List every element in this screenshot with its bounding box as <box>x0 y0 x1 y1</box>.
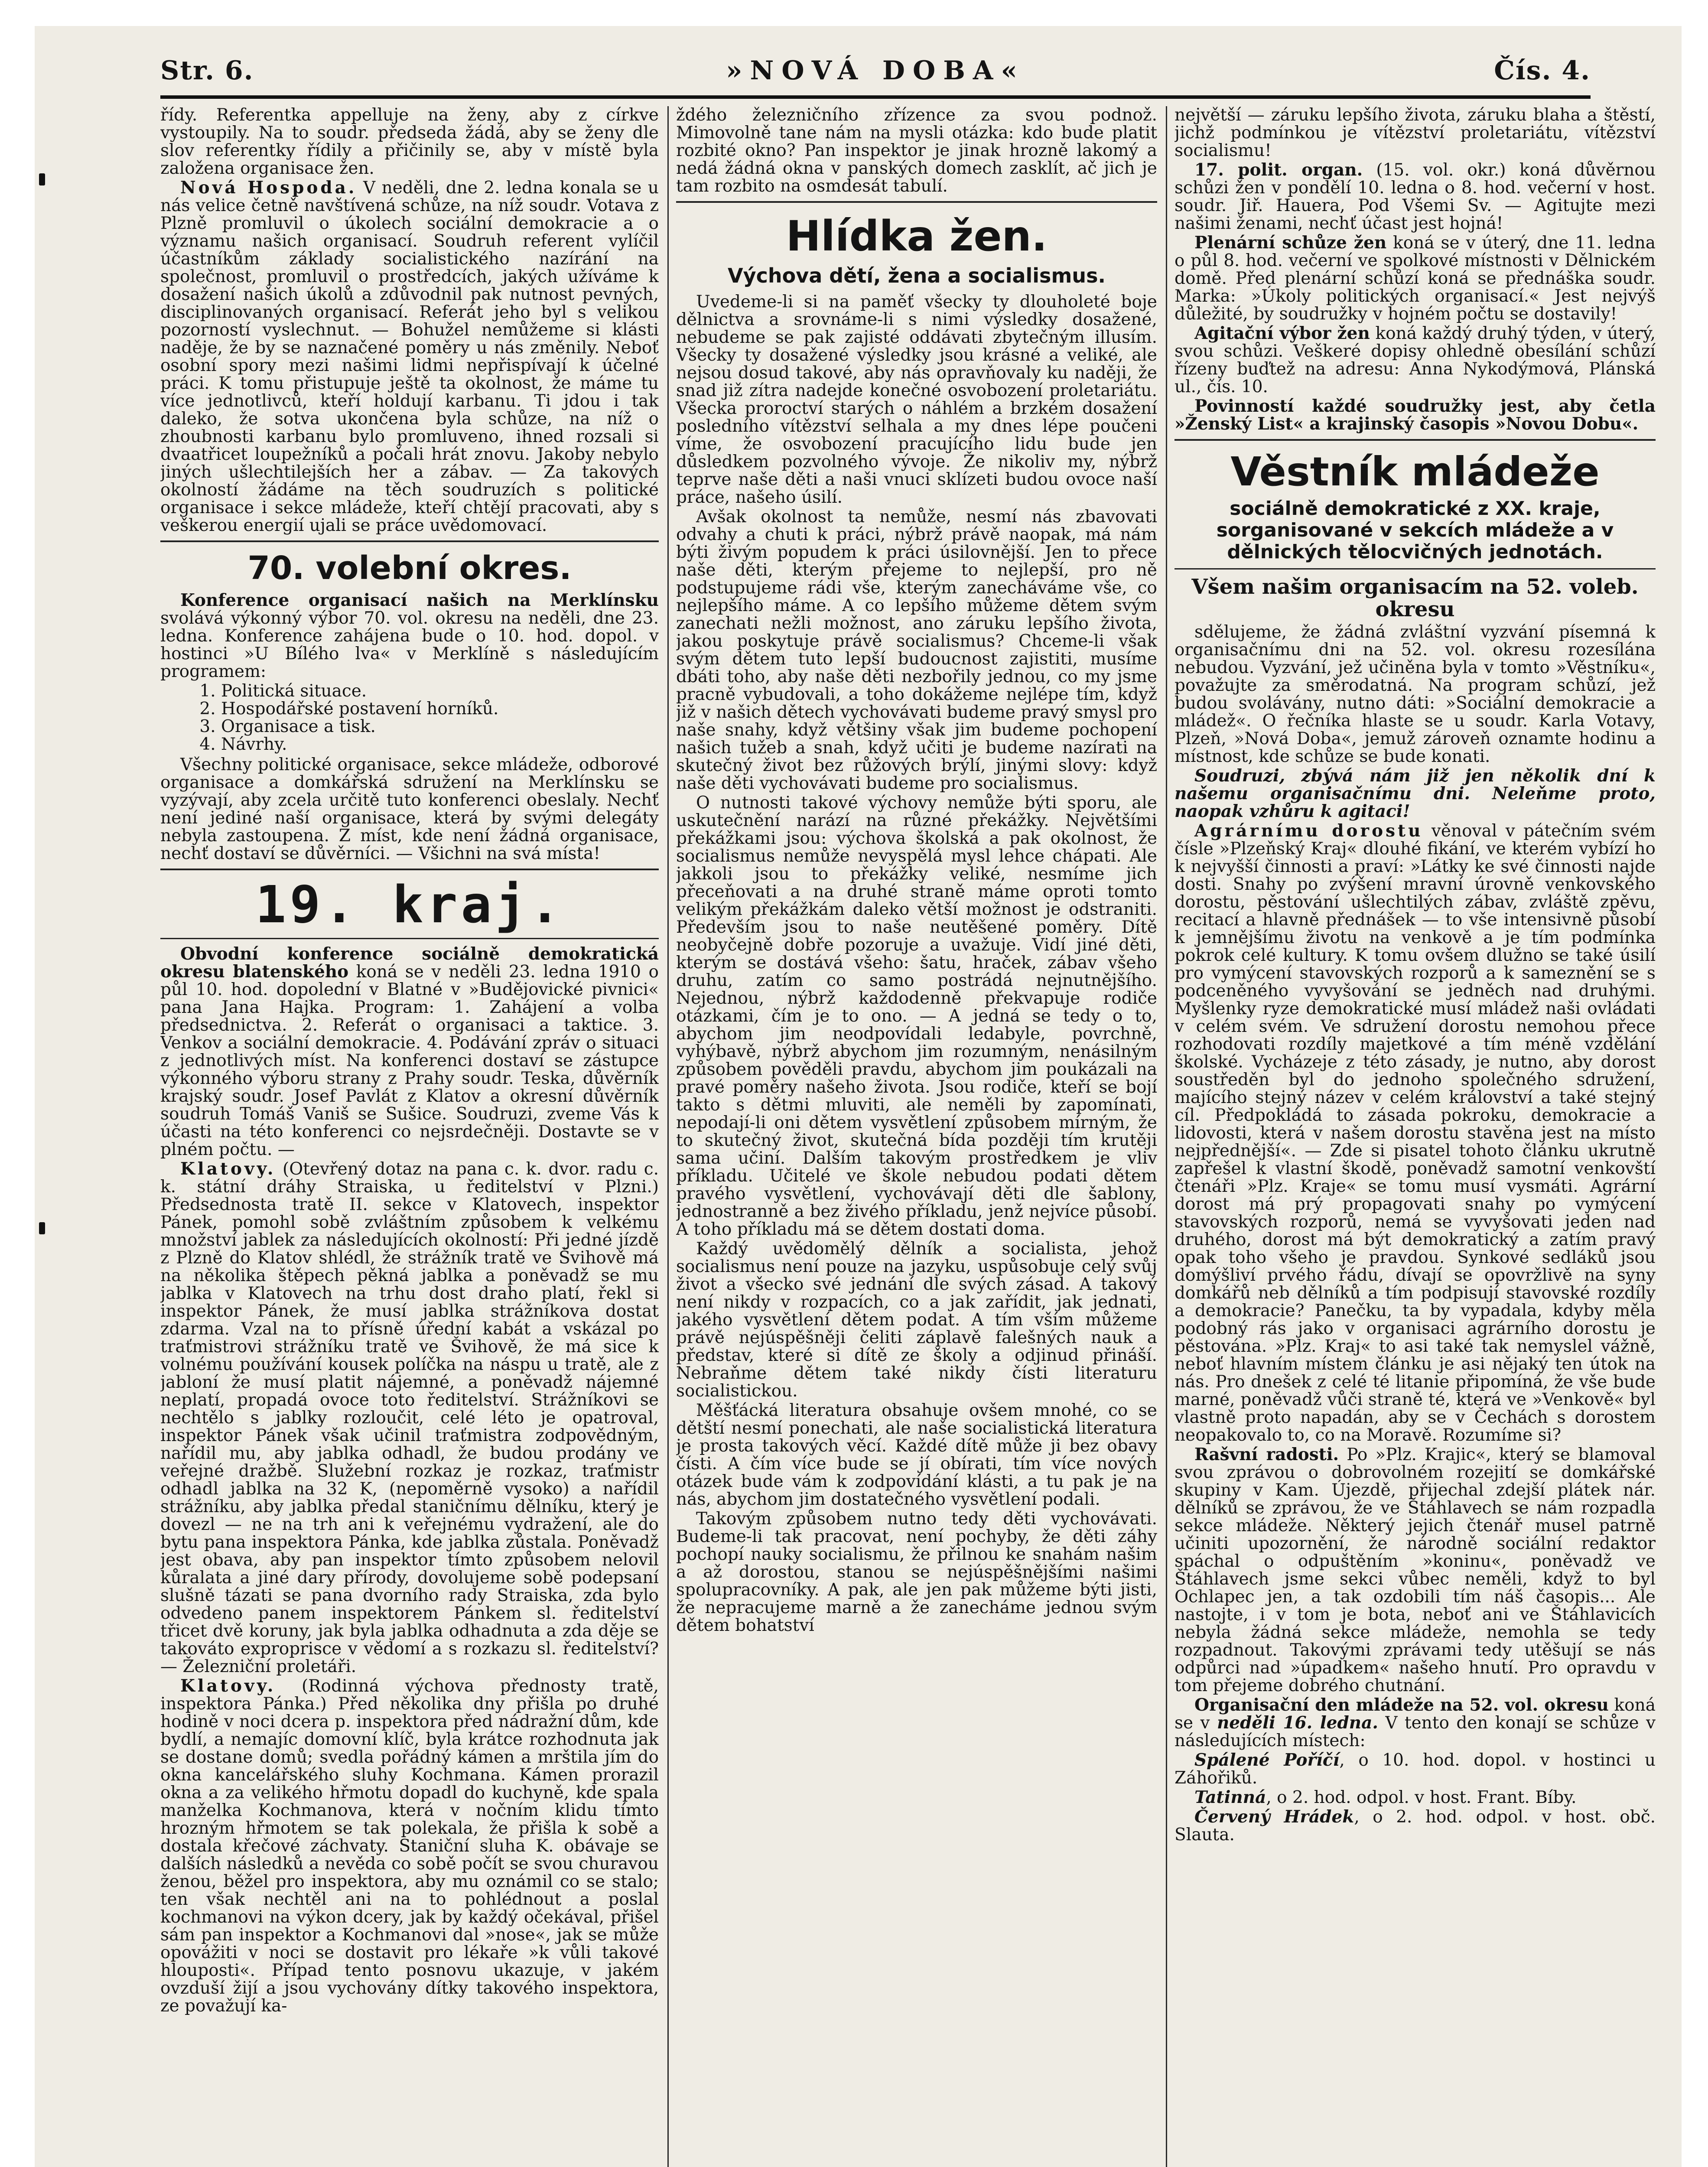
binding-mark <box>39 173 45 185</box>
article-continuation: ždého železničního zřízence za svou podnož. Mimovolně tane nám na mysli otázka: kdo bude platit rozbité okno? Pan inspektor je jinak hrozně lakomý a nedá žádná okna v panských domech zasklít, ač jich je tam rozbito na osmdesát tabulí. <box>676 106 1157 196</box>
news-item-povinnosti: Povinností každé soudružky jest, aby četla »Ženský List« a krajinský časopis »Novou Dobu«. <box>1174 396 1656 434</box>
list-item: 3. Organisace a tisk. <box>221 718 659 735</box>
news-item-conference <box>160 945 659 1158</box>
meeting-place <box>1174 1808 1656 1844</box>
column-middle <box>676 106 1157 2167</box>
item-lead: Organisační den mládeže na 52. vol. okresu <box>1194 1695 1609 1715</box>
item-text: koná každý druhý týden, v úterý, svou schůzi. Veškeré dopisy ohledně obesílání schůzí řízeny buďtež na adresu: Anna Nykodýmová, Plánská ul., čís. 10. <box>1174 324 1656 397</box>
news-item-klatovy-1 <box>160 1160 659 1676</box>
item-text: Po »Plz. Krajic«, který se blamoval svou zprávou o dobrovolném rozejití se domkářské skupiny v Kam. Újezdě, přijechal zdejší plátek nár. dělníků se zprávou, že ve Štáhlavech se nám rozpadla sekce mládeže. Některý jejich čtenář musel patrně učiniti upozornění, že národně sociální redaktor spáchal o odpuštěním »koninu«, poněvadž ve Štáhlavech jsme sekci vůbec neměli, když to byl Ochlapec jen, a tak ozdobili tím náš časopis... Ale nastojte, i v tom je bota, neboť ani ve Štáhlavicích nebyla žádná sekce mládeže, nemohla se tedy rozpadnout. Takovými zprávami tedy utěšují se nás odpůrci nad »úpadkem« našeho hnutí. Pro opravdu v tom přejeme dobrého chutnání. <box>1174 1445 1656 1695</box>
item-lead: Konference organisací našich na Merklínsku <box>180 590 659 610</box>
item-text: koná se v neděli 23. ledna 1910 o půl 10. hod. dopolední v Blatné v »Budějovické pivnici« pana Jana Hajka. Program: 1. Zahájení a volba předsednictva. 2. Referát o organisaci a taktice. 3. Venkov a sociální demokracie. 4. Podávání zpráv o situaci z jednotlivých míst. Na konferenci dostaví se zástupce výkonného výboru strany z Prahy soudr. Teska, důvěrník krajský soudr. Josef Pavlát z Klatov a okresní důvěrník soudruh Tomáš Vaniš se Sušice. Soudruzi, zveme Vás k účasti na této konferenci co nejsrdečněji. Dostavte se v plném počtu. — <box>160 962 659 1159</box>
masthead: »NOVÁ DOBA« <box>726 55 1025 86</box>
item-date: neděli 16. ledna. <box>1217 1713 1378 1733</box>
place-name: Červený Hrádek <box>1194 1807 1354 1827</box>
meeting-place <box>1174 1751 1656 1787</box>
list-item: 4. Návrhy. <box>221 735 659 753</box>
item-lead: Nová Hospoda. <box>180 178 357 198</box>
newspaper-page <box>35 26 1682 2167</box>
item-text: koná se v <box>1174 1695 1656 1733</box>
issue-number: Čís. 4. <box>1494 55 1591 86</box>
item-lead: Obvodní konference sociálně demokratická okresu blatenského <box>160 944 659 982</box>
place-time: , o 10. hod. dopol. v hostinci u Záhořiků. <box>1174 1751 1656 1788</box>
item-heading-vsem: Všem našim organisacím na 52. voleb. okresu <box>1191 575 1639 621</box>
item-lead: Rašvní radosti. <box>1194 1445 1339 1464</box>
section-rule <box>1174 568 1656 569</box>
item-lead: 17. polit. organ. <box>1194 160 1363 180</box>
column-left <box>160 106 659 2167</box>
section-subtitle: sociálně demokratické z XX. kraje, sorganisované v sekcích mládeže a v dělnických tělocvičných jednotách. <box>1216 498 1614 563</box>
news-item-org52 <box>1174 1696 1656 1750</box>
section-rule <box>160 540 659 542</box>
place-name: Spálené Poříčí <box>1194 1750 1340 1770</box>
news-item-agrarnimu <box>1174 822 1656 1444</box>
item-lead: Agitační výbor žen <box>1194 323 1370 343</box>
list-item: 2. Hospodářské postavení horníků. <box>221 700 659 718</box>
binding-mark <box>39 1222 45 1234</box>
news-item-org17 <box>1174 161 1656 232</box>
news-item-vsem-appeal: Soudruzi, zbývá nám již jen několik dní k našemu organisačnímu dni. Neleňme proto, naopak vzhůru k agitaci! <box>1174 766 1656 821</box>
news-item-radosti <box>1174 1446 1656 1695</box>
section-heading-70-okres: 70. volební okres. <box>247 550 572 587</box>
article-paragraph: Takovým způsobem nutno tedy děti vychovávati. Budeme-li tak pracovat, není pochyby, že děti záhy pochopí nauky socialismu, že přilnou ke snahám našim a až dorostou, stanou se nejúspěšnějšími našimi spolupracovníky. A pak, ale jen pak můžeme býti jisti, že nepracujeme marně a že zanecháme jednou svým dětem bohatství <box>676 1509 1157 1635</box>
news-item-plenarni <box>1174 234 1656 323</box>
item-text: (Rodinná výchova přednosty tratě, inspektora Pánka.) Před několika dny přišla po druhé hodině v noci dcera p. inspektora před nádražní dům, kde bydlí, a nemajíc domovní klíč, byla krátce rozhodnuta jak se dostane domů; svedla pořádný kámen a mrštila jím do okna kancelářského sluhy Kochmana. Kámen prorazil okna a za velikého hřmotu dopadl do kuchyně, kde spala manželka Kochmanova, která v nočním klidu tímto hrozným hřmotem se tak polekala, že přišla k sobě a dostala křečové záchvaty. Staniční sluha K. obávaje se dalších následků a nevěda co sobě počít se svou churavou ženou, běžel pro inspektora, aby mu oznámil co se stalo; ten však nechtěl ani na to pohlédnout a poslal kochmanovi na výkon dcery, jak by každý očekával, přišel sám pan inspektor a Kochmanovi dal »nose«, jak se může opovážiti v noci se dostavit pro lékaře »k vůli takové hlouposti«. Případ tento posnovu ukazuje, v jakém ovzduší žijí a jsou vychovány dítky takového inspektora, ze považují ka- <box>160 1676 659 2016</box>
article-paragraph: Uvedeme-li si na paměť všecky ty dlouholeté boje dělnictva a srovnáme-li s nimi výsledky dosažené, nebudeme se pak zajisté oddávati zbytečným illusím. Všecky ty dosažené výsledky jsou krásné a veliké, ale nejsou dosud takové, aby nás opravňovaly ku naději, že snad již zítra nadejde konečné osvobození proletariátu. Všecka proroctví starých o náhlém a brzkém dosažení posledního vítězství selhala a my dnes lépe poučeni víme, že osvobození pracujícího lidu bude jen důsledkem pozvolného vývoje. Že nikoliv my, nýbrž teprve naše děti a naši vnuci sklízeti budou ovoce naší práce, našeho úsilí. <box>676 292 1157 507</box>
article-title: Výchova dětí, žena a socialismus. <box>728 264 1106 287</box>
item-lead: Agrárnímu dorostu <box>1194 821 1423 841</box>
section-heading-hlidka-zen: Hlídka žen. <box>786 212 1048 260</box>
place-time: , o 2. hod. odpol. v host. obč. Slauta. <box>1174 1807 1656 1845</box>
article-continuation: největší — záruku lepšího života, záruku blaha a štěstí, jichž podmínkou je vítězství proletariátu, vítězství socialismu! <box>1174 106 1656 160</box>
page-number: Str. 6. <box>160 55 254 86</box>
article-paragraph: Měšťácká literatura obsahuje ovšem mnohé, co se dětští nesmí ponechati, ale naše socialistická literatura je prosta takových věcí. Každé dítě může ji bez obavy čísti. A čím více bude se jí obírati, tím více nových otázek bude vám k zodpovídání klásti, a tu pak je na nás, abychom jim dostatečného vysvětlení podali. <box>676 1401 1157 1509</box>
column-right <box>1174 106 1656 2167</box>
article-paragraph: Avšak okolnost ta nemůže, nesmí nás zbavovati odvahy a chuti k práci, nýbrž právě naopak, má nám býti živým popudem k práci úsilovnější. Jen to přece naše děti, kterým přejeme to nejlepší, pro ně podstupujeme rádi vše, kterým zanecháváme vše, co nejlepšího máme. A co lepšího můžeme dětem svým zanechati nežli možnost, ano záruku lepšího života, jakou poskytuje právě socialismus? Chceme-li však svým dětem tuto lepší budoucnost zajistiti, musíme dbáti toho, aby naše děti nezbořily jednou, co my jsme pracně vybudovali, a toho dokážeme nejlépe tím, když již v našich dětech vychovávati budeme pravý smysl pro naše snahy, když většiny však jim budeme pochopení našich tužeb a snah, když učiti je budeme nazírati na skutečný život bez růžových brýlí, jinými slovy: když naše děti vychovávati budeme pro socialismus. <box>676 507 1157 793</box>
meeting-place <box>1174 1789 1656 1806</box>
news-item-merklin-text: Všechny politické organisace, sekce mládeže, odborové organisace a domkářská sdružení na Merklínsku se vyzývají, aby zcela určitě tuto konferenci obeslaly. Nechť není jediné naší organisace, která by svými delegáty nebyla zastoupena. Z míst, kde není žádná organisace, nechť dostaví se důvěrníci. — Všichni na svá místa! <box>160 755 659 863</box>
article-continuation: řídy. Referentka appelluje na ženy, aby z církve vystoupily. Na to soudr. předseda žádá, aby se ženy dle slov referentky řídily a přičinily se, aby v místě byla založena organisace žen. <box>160 106 659 178</box>
column-divider <box>667 106 669 2167</box>
list-item: 1. Politická situace. <box>221 682 659 700</box>
section-heading-vestnik: Věstník mládeže <box>1230 449 1600 495</box>
news-item-agitacni <box>1174 325 1656 396</box>
item-text: (15. vol. okr.) koná důvěrnou schůzi žen v pondělí 10. ledna o 8. hod. večerní v host. soudr. Jiř. Hauera, Pod Všemi Sv. — Agitujte mezi našimi ženami, nechť účast jest hojná! <box>1174 160 1656 233</box>
item-text: V neděli, dne 2. ledna konala se u nás velice četně navštívená schůze, na níž soudr. Votava z Plzně promluvil o úkolech sociální demokracie a o významu našich organisací. Soudruh referent vylíčil účastníkům základy socialistického nazírání na společnost, promluvil o prostředcích, jakých užíváme k dosažení našich úkolů a zdůvodnil pak nutnost pevných, disciplinovaných organisací. Referát jeho byl s velikou pozorností vyslechnut. — Bohužel nemůžeme si klásti naděje, že by se naznačené poměry u nás změnily. Neboť osobní spory mezi našimi lidmi nepřispívají k účelné práci. K tomu přistupuje ještě ta okolnost, že máme tu více jednotlivců, kteří holdují karbanu. Ti jdou i tak daleko, že sotva ukončena byla schůze, na níž o zhoubnosti karbanu bylo promluveno, ihned rozsali si dvaatřicet loupežníků a počali hrát znovu. Jakoby nebylo jiných ušlechtilejších her a zábav. — Za takových okolností žádáme na těch soudruzích s politické organisace i sekce mládeže, kteří chtějí pracovati, aby s veškerou energií ujali se práce uvědomovací. <box>160 178 659 535</box>
place-name: Tatinná <box>1194 1787 1266 1807</box>
item-text: věnoval v pátečním svém čísle »Plzeňský Kraj« dlouhé fikání, ve kterém vybízí ho k nejvyšší činnosti a praví: »Látky ke své činnosti najde dosti. Snahy po zvýšení mravní úrovně venkovského dorostu, pěstování ušlechtilých zábav, zvláště zpěvu, recitací a hlavně přednášek — to vše intensivně působí k jemnějšímu životu na venkově a je tím podmínka pokrok celé kultury. K tomu ovšem dlužno se také úsilí pro vymýcení stavovských rozporů a k sameznění se s podceněného vyvyšování se jedněch nad druhými. Myšlenky ryze demokratické musí mládež naši ovládati v celém svém. Ve sdružení dorostu nemohou přece rozhodovati rozdíly majetkové a tím méně vzdělání školské. Vycházeje z této zásady, je nutno, aby dorost soustředěn byl do jednoho společného sdružení, majícího stejný název v celém království a také stejný cíl. Předpokládá to zásada pokroku, demokracie a lidovosti, která v našem dorostu stavěna jest na místo nejpřednější«. — Zde si pisatel tohoto článku ukrutně zapřešel k vlastní škodě, poněvadž samotní venkovští čtenáři »Plz. Kraje« se tomu musí vysmáti. Agrární dorost má prý propagovati snahy po vymýcení stavovských rozporů, nemá se vyvyšovati jeden nad druhého, dorost má být demokratický a zatím pravý opak toho všeho je pravdou. Synkové sedláků jsou domýšliví prvého řádu, dívají se opovržlivě na syny domkářů neb dělníků a tím podpisují stavovské rozdíly a demokracie? Panečku, ta by vypadala, kdyby měla podobný rás jako v organisaci agrárního dorostu je pěstována. »Plz. Kraj« to asi také tak nemyslel vážně, neboť hlavním místem článku je asi nějaký ten útok na nás. Pro dnešek z celé té litanie připomíná, že vše bude marné, poněvadž vůči straně té, která ve »Venkově« byl vlastně proto napadán, aby se v Čechách s dorostem neopakovalo to, co na Moravě. Rozumíme si? <box>1174 821 1656 1445</box>
page-header <box>160 43 1591 99</box>
news-item-vsem: sdělujeme, že žádná zvláštní vyzvání písemná k organisačnímu dni na 52. vol. okresu rozesílána nebudou. Vyzvání, jež učiněna byla v tomto »Věstníku«, považujte za směrodatná. Na program schůzí, jež budou svolávány, nutno dáti: »Sociální demokracie a mládež«. O řečníka hlaste se u soudr. Karla Votavy, Plzeň, »Nová Doba«, jemuž zároveň oznamte hodinu a místnost, kde schůze se bude konati. <box>1174 622 1656 766</box>
section-heading-19-kraj: 19. kraj. <box>255 875 564 934</box>
section-rule <box>1174 439 1656 441</box>
item-lead: Klatovy. <box>180 1676 276 1696</box>
news-item-klatovy-2 <box>160 1677 659 2015</box>
item-lead: Klatovy. <box>180 1159 276 1179</box>
place-time: , o 2. hod. odpol. v host. Frant. Bíby. <box>1266 1788 1577 1807</box>
section-rule <box>160 869 659 870</box>
item-lead: Plenární schůze žen <box>1194 233 1387 253</box>
column-divider <box>1166 106 1167 2167</box>
article-paragraph: O nutnosti takové výchovy nemůže býti sporu, ale uskutečnění narází na různé překážky. Největšími překážkami jsou: výchova školská a pak okolnost, že socialismus nemůže nevyspělá mysl lehce chápati. Ale jakkoli jsou to překážky veliké, nesmíme jich přeceňovati a na druhé straně máme oproti tomto velikým překážkám daleko větší možnost je odstraniti. Především jsou to naše neutěšené poměry. Dítě neobyčejně dobře pozoruje a uvažuje. Vidí jiné děti, kterým se dostává všeho: šatu, hraček, zábav všeho druhu, zatím co samo postrádá nejnutnějšího. Nejednou, nýbrž každodenně překvapuje rodiče otázkami, čím je to ono. — A jedná se tedy o to, abychom jim neodpovídali ledabyle, povrchně, vyhýbavě, nýbrž abychom jim rozumným, nenásilným způsobem pověděli pravdu, abychom jim poukázali na pravé poměry našeho života. Jsou rodiče, kteří se bojí takto s dětmi mluviti, ale neměli by zapomínati, nepodají-li oni dětem vysvětlení způsobem mírným, že to skutečný život, skutečná bída později tím krutěji sama učiní. Dalším takovým prostředkem je vliv příkladu. Učitelé ve škole nebudou podati dětem pravého vysvětlení, vychovávají děti dle šablony, jednostranně a bez živého příkladu, jenž nejvíce působí. A toho příkladu má se dětem dostati doma. <box>676 793 1157 1239</box>
program-list <box>221 682 659 753</box>
section-rule <box>676 201 1157 203</box>
article-paragraph: Každý uvědomělý dělník a socialista, jehož socialismus není pouze na jazyku, uspůsobuje celý svůj život a všecko své jednání dle svých zásad. A takový není nikdy v rozpacích, co a jak zařídit, jak jednati, jakého vysvětlení dětem podat. A tím vším můžeme právě nejúspěšněji čeliti záplavě falešných nauk a představ, které si dítě ze školy a odjinud přináší. Nebraňme dětem také nikdy čísti literaturu socialistickou. <box>676 1239 1157 1401</box>
news-item-merklin <box>160 592 659 680</box>
news-item-nova-hospoda <box>160 179 659 534</box>
item-text: V tento den konají se schůze v následujících místech: <box>1174 1713 1656 1751</box>
item-text: svolává výkonný výbor 70. vol. okresu na neděli, dne 23. ledna. Konference zahájena bude o 10. hod. dopol. v hostinci »U Bílého lva« v Merklíně s následujícím programem: <box>160 608 659 681</box>
item-text: koná se v úterý, dne 11. ledna o půl 8. hod. večerní ve spolkové místnosti v Dělnickém domě. Před plenární schůzí koná se přednáška soudr. Marka: »Úkoly politických organisací.« Jest nejvýš důležité, by soudružky v hojném počtu se dostavily! <box>1174 233 1656 324</box>
section-rule <box>160 938 659 939</box>
item-text: (Otevřený dotaz na pana c. k. dvor. radu c. k. státní dráhy Straiska, u ředitelství v Plzni.) Předsednosta tratě II. sekce v Klatovech, inspektor Pánek, pomohl sobě zvláštním způsobem k velkému množství jablek za následujících okolností: Při jedné jízdě z Plzně do Klatov shlédl, že strážník tratě ve Švihově má na několika štěpech pěkná jablka a poněvadž se mu jablka v Klatovech na trhu dost draho platí, řekl si inspektor Pánek, že musí jablka strážníkova dostat zdarma. Vzal na to přísně úřední kabát a vskázal po traťmistrovi strážníku tratě ve Švihově, že má sice k volnému používání kousek políčka na náspu u tratě, ale z jabloní že musí platit nájemné, a poněvadž nájemné neplatí, propadá ovoce toto ředitelství. Strážníkovi se nechtělo s jablky rozloučit, celé léto je opatroval, inspektor Pánek však učinil traťmistra zodpovědným, nařídil mu, aby jablka odhadl, že budou prodány ve veřejné dražbě. Služební rozkaz je rozkaz, traťmistr odhadl jablka na 32 K, (nepoměrně vysoko) a nařídil strážníku, aby jablka předal staničnímu dělníku, který je dovezl — ne na trh ani k veřejnému vydražení, ale do bytu pana inspektora Pánka, kde jablka zůstala. Poněvadž jest obava, aby pan inspektor tímto způsobem nelovil kůralata a jiné dary přírody, dovolujeme sobě podepsaní slušně tázati se pana dvorního rady Straiska, zda bylo odvedeno panem inspektorem Pánkem sl. ředitelství třicet dvě koruny, jak byla jablka odhadnuta a zda děje se takováto exproprisce v vědomí a s rozkazu sl. ředitelství? — Železniční proletáři. <box>160 1159 659 1676</box>
